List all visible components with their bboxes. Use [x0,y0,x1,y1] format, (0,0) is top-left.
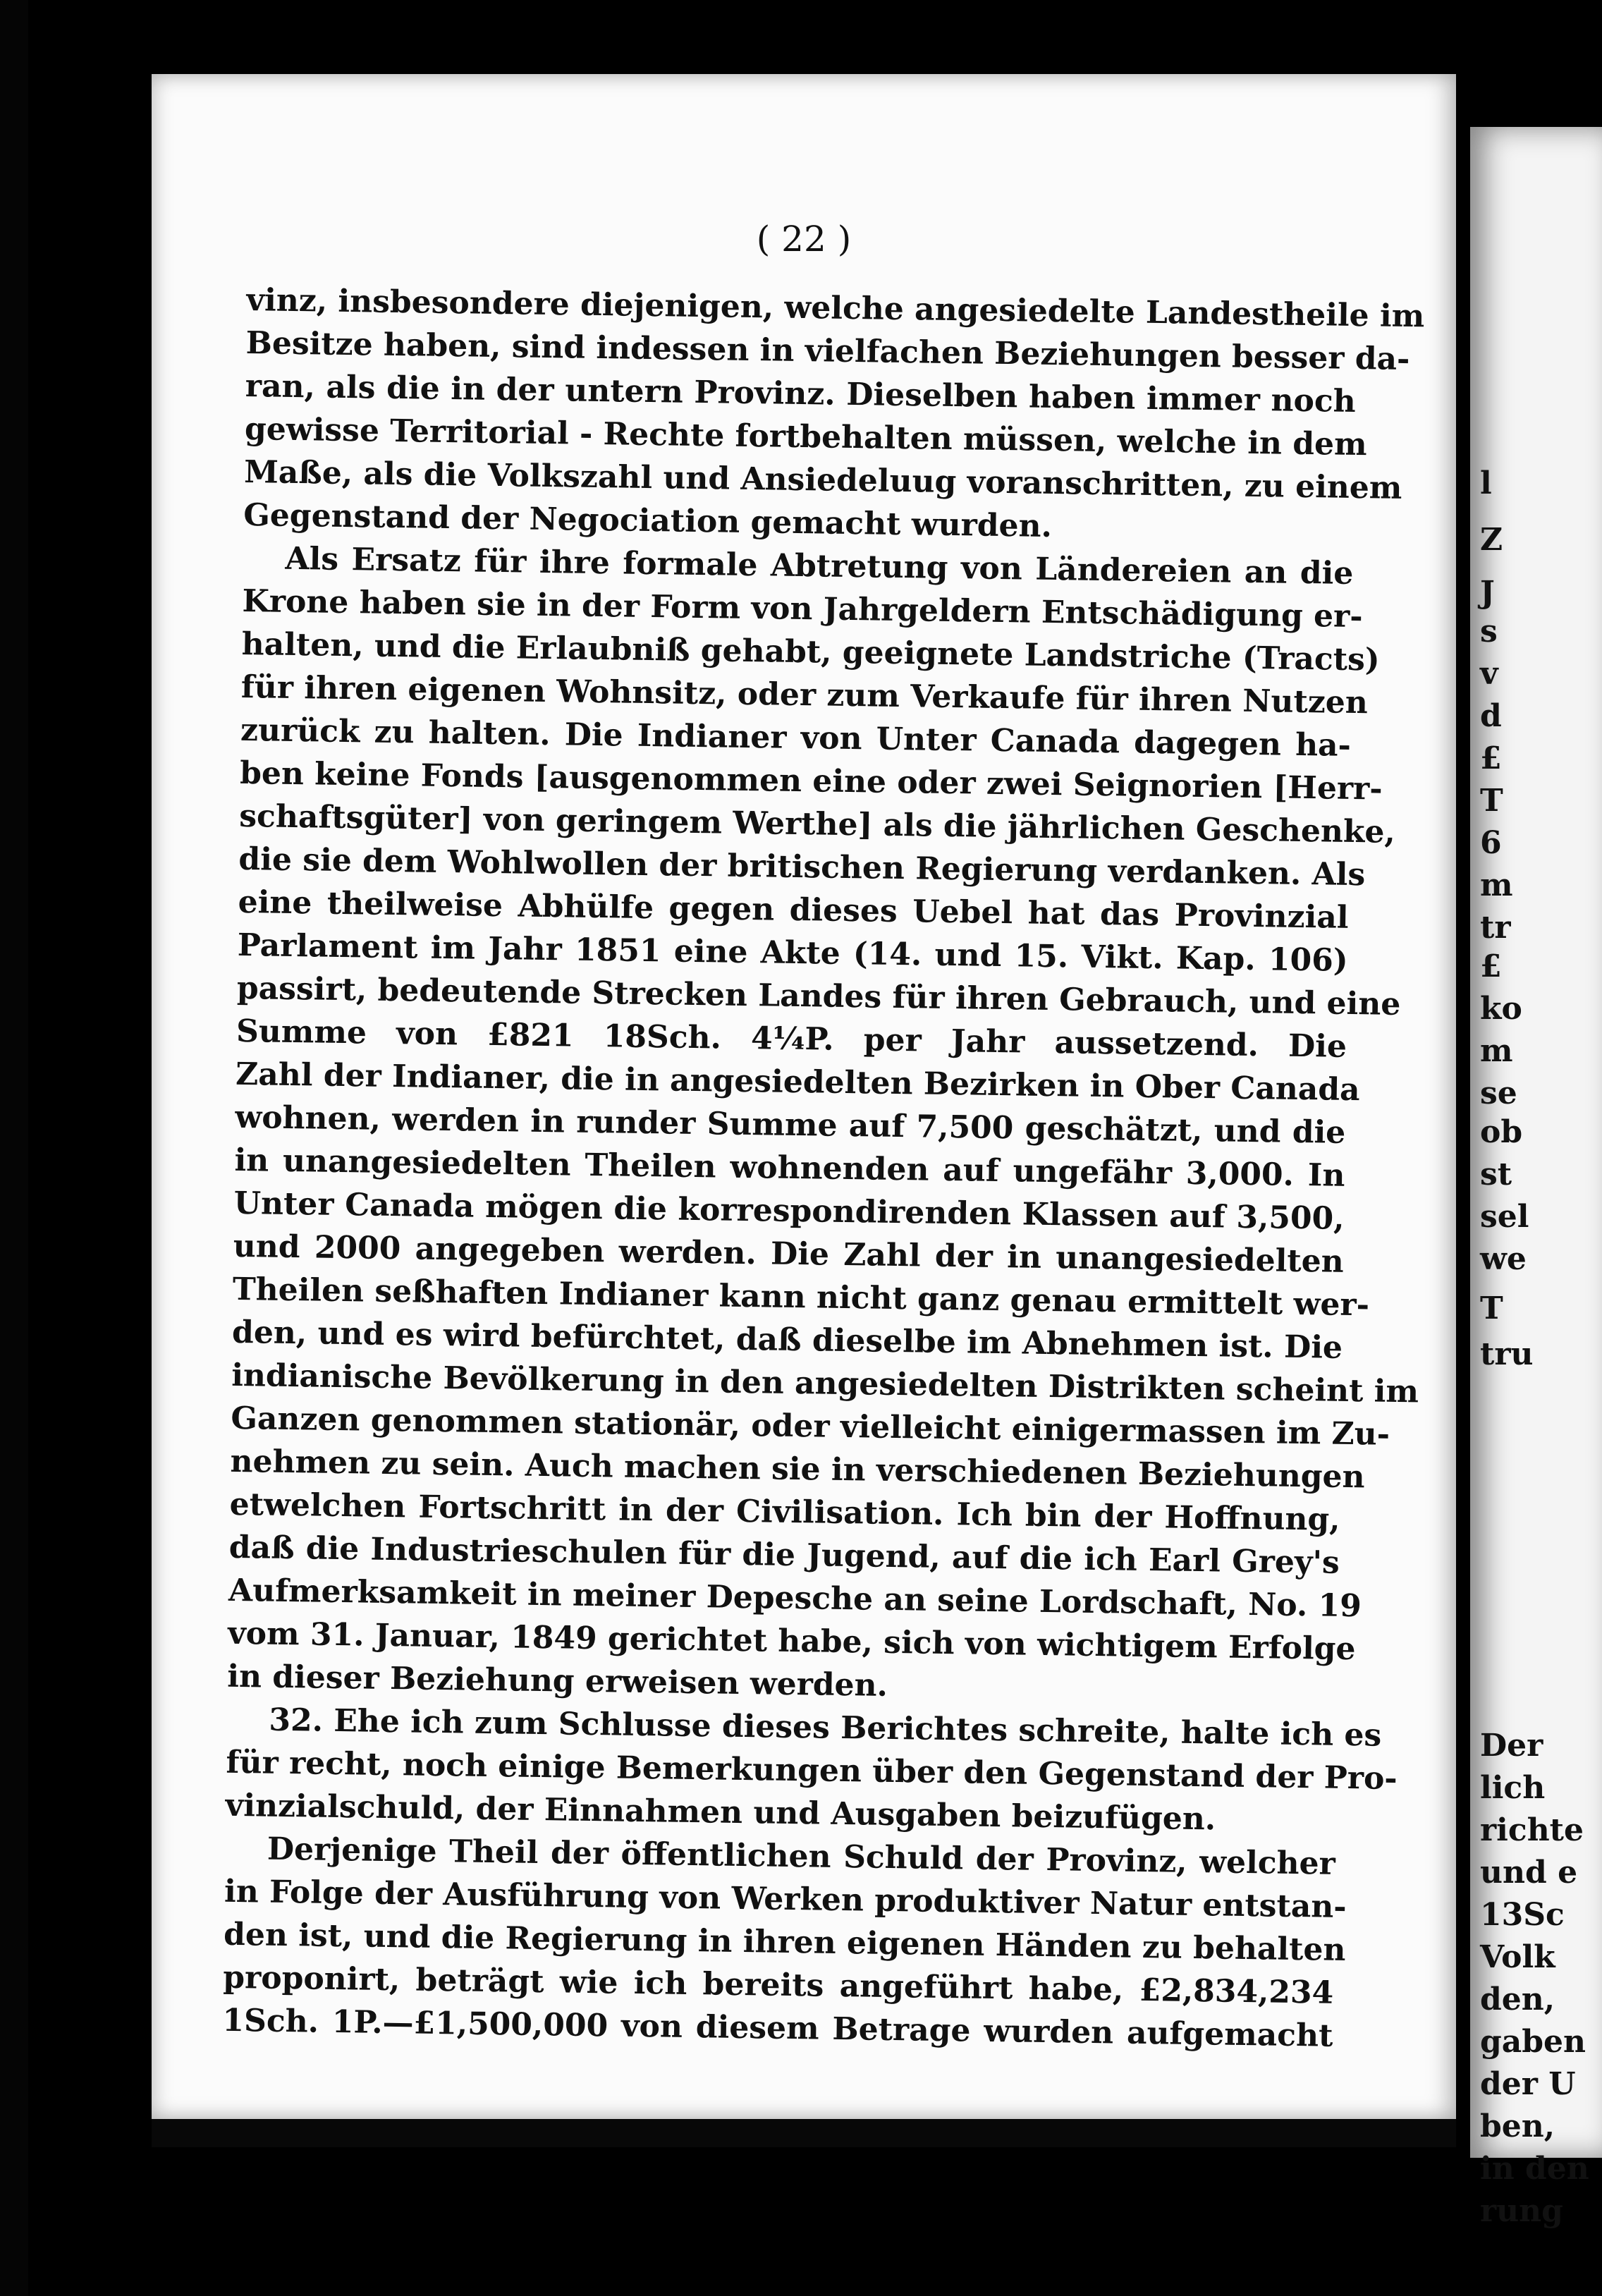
text-line: vom 31. Januar, 1849 gerichtet habe, sich von wichtigem Erfolge [227,1615,1356,1668]
text-line: schaftsgüter] von geringem Werthe] als die jährlichen Geschenke, [238,798,1396,850]
text-line: vinz, insbesondere diejenigen, welche angesiedelte Landestheile im [246,281,1425,335]
facing-text-fragment: Volk [1480,1939,1555,1975]
facing-text-fragment: J [1480,575,1495,611]
text-line: daß die Industrieschulen für die Jugend, auf die ich Earl Grey's [228,1529,1340,1581]
facing-text-fragment: tru [1480,1336,1534,1372]
text-line: halten, und die Erlaubniß gehabt, geeignete Landstriche (Tracts) [241,625,1381,678]
text-line: proponirt, beträgt wie ich bereits angeführt habe, £2,834,234 [223,1959,1334,2011]
facing-text-fragment: s [1480,613,1498,649]
page-body [222,279,1425,2058]
facing-text-fragment: Z [1480,522,1503,558]
facing-text-fragment: l [1480,465,1492,501]
text-line: Besitze haben, sind indessen in vielfachen Beziehungen besser da- [245,324,1410,378]
text-line: und 2000 angegeben werden. Die Zahl der in unangesiedelten [233,1228,1345,1280]
scan-bottom-edge [152,2119,1456,2147]
facing-text-fragment: st [1480,1156,1512,1192]
facing-text-fragment: 6 [1480,825,1502,861]
text-line: Krone haben sie in der Form von Jahrgeldern Entschädigung er- [242,582,1363,635]
text-line: Gegenstand der Negociation gemacht wurden. [243,496,1053,544]
page-number: ( 22 ) [756,219,852,259]
text-line: die sie dem Wohlwollen der britischen Regierung verdanken. Als [238,841,1366,893]
facing-text-fragment: se [1480,1075,1517,1111]
facing-text-fragment: ko [1480,991,1522,1027]
facing-text-fragment: lich [1480,1770,1546,1806]
text-line: Aufmerksamkeit in meiner Depesche an seine Lordschaft, No. 19 [228,1572,1362,1625]
facing-text-fragment: ben, [1480,2108,1555,2144]
text-line: Parlament im Jahr 1851 eine Akte (14. und 15. Vikt. Kap. 106) [237,927,1349,979]
facing-text-fragment: we [1480,1241,1527,1277]
text-line: in unangesiedelten Theilen wohnenden auf ungefähr 3,000. In [234,1142,1345,1194]
facing-text-fragment: tr [1480,910,1511,946]
facing-text-fragment: m [1480,1033,1513,1069]
text-line: nehmen zu sein. Auch machen sie in verschiedenen Beziehungen [230,1443,1365,1496]
facing-text-fragment: sel [1480,1199,1529,1235]
facing-text-fragment: 13Sc [1480,1897,1565,1933]
text-line: Unter Canada mögen die korrespondirenden Klassen auf 3,500, [233,1185,1345,1237]
book-page [152,74,1456,2119]
text-line: indianische Bevölkerung in den angesiedelten Distrikten scheint im [231,1357,1419,1410]
facing-text-fragment: £ [1480,740,1502,776]
facing-text-fragment: gaben [1480,2024,1586,2060]
text-line: eine theilweise Abhülfe gegen dieses Uebel hat das Provinzial [238,884,1349,936]
facing-text-fragment: den, [1480,1981,1555,2017]
text-line: 32. Ehe ich zum Schlusse dieses Berichtes schreite, halte ich es [269,1702,1382,1754]
text-line: ran, als die in der untern Provinz. Dieselben haben immer noch [245,367,1357,420]
text-line: Summe von £821 18Sch. 4¼P. per Jahr aussetzend. Die [236,1013,1347,1065]
facing-text-fragment: rung [1480,2193,1563,2229]
text-line: den ist, und die Regierung in ihren eigenen Händen zu behalten [223,1916,1346,1968]
text-line: Maße, als die Volkszahl und Ansiedeluug voranschritten, zu einem [243,453,1402,506]
text-line: Als Ersatz für ihre formale Abtretung von Ländereien an die [285,540,1354,592]
facing-text-fragment: d [1480,698,1502,734]
text-line: den, und es wird befürchtet, daß dieselbe im Abnehmen ist. Die [231,1314,1343,1366]
facing-text-fragment: ob [1480,1114,1523,1150]
facing-page-edge [1470,127,1602,2229]
facing-text-fragment: in den [1480,2151,1589,2187]
facing-text-fragment: v [1480,656,1498,692]
facing-text-fragment: und e [1480,1855,1578,1891]
text-line: für ihren eigenen Wohnsitz, oder zum Verkaufe für ihren Nutzen [240,668,1369,721]
text-line: ben keine Fonds [ausgenommen eine oder zwei Seignorien [Herr- [239,755,1383,807]
text-line: 1Sch. 1P.—£1,500,000 von diesem Betrage wurden aufgemacht [222,2002,1333,2054]
text-line: für recht, noch einige Bemerkungen über den Gegenstand der Pro- [226,1744,1398,1797]
text-line: Derjenige Theil der öffentlichen Schuld der Provinz, welcher [267,1831,1336,1882]
text-line: zurück zu halten. Die Indianer von Unter Canada dagegen ha- [240,712,1352,764]
text-line: gewisse Territorial - Rechte fortbehalten müssen, welche in dem [244,410,1367,463]
facing-text-fragment: Der [1480,1728,1543,1764]
facing-text-fragment: T [1480,783,1503,819]
text-line: in Folge der Ausführung von Werken produktiver Natur entstan- [224,1873,1347,1925]
facing-text-fragment: T [1480,1290,1503,1326]
facing-text-fragment: der U [1480,2066,1576,2102]
text-line: passirt, bedeutende Strecken Landes für ihren Gebrauch, und eine [236,970,1401,1022]
facing-text-fragment: £ [1480,948,1502,984]
text-line: Theilen seßhaften Indianer kann nicht ganz genau ermittelt wer- [232,1271,1370,1324]
text-line: Zahl der Indianer, die in angesiedelten Bezirken in Ober Canada [235,1056,1360,1109]
facing-text-fragment: m [1480,867,1513,903]
text-line: wohnen, werden in runder Summe auf 7,500 geschätzt, und die [235,1099,1346,1151]
facing-text-fragment: richte [1480,1812,1584,1848]
text-line: Ganzen genommen stationär, oder vielleicht einigermassen im Zu- [231,1400,1390,1453]
scan-edge [0,0,28,2296]
text-line: etwelchen Fortschritt in der Civilisation. Ich bin der Hoffnung, [229,1486,1340,1538]
text-line: in dieser Beziehung erweisen werden. [226,1658,888,1704]
text-line: vinzialschuld, der Einnahmen und Ausgaben beizufügen. [225,1787,1216,1838]
